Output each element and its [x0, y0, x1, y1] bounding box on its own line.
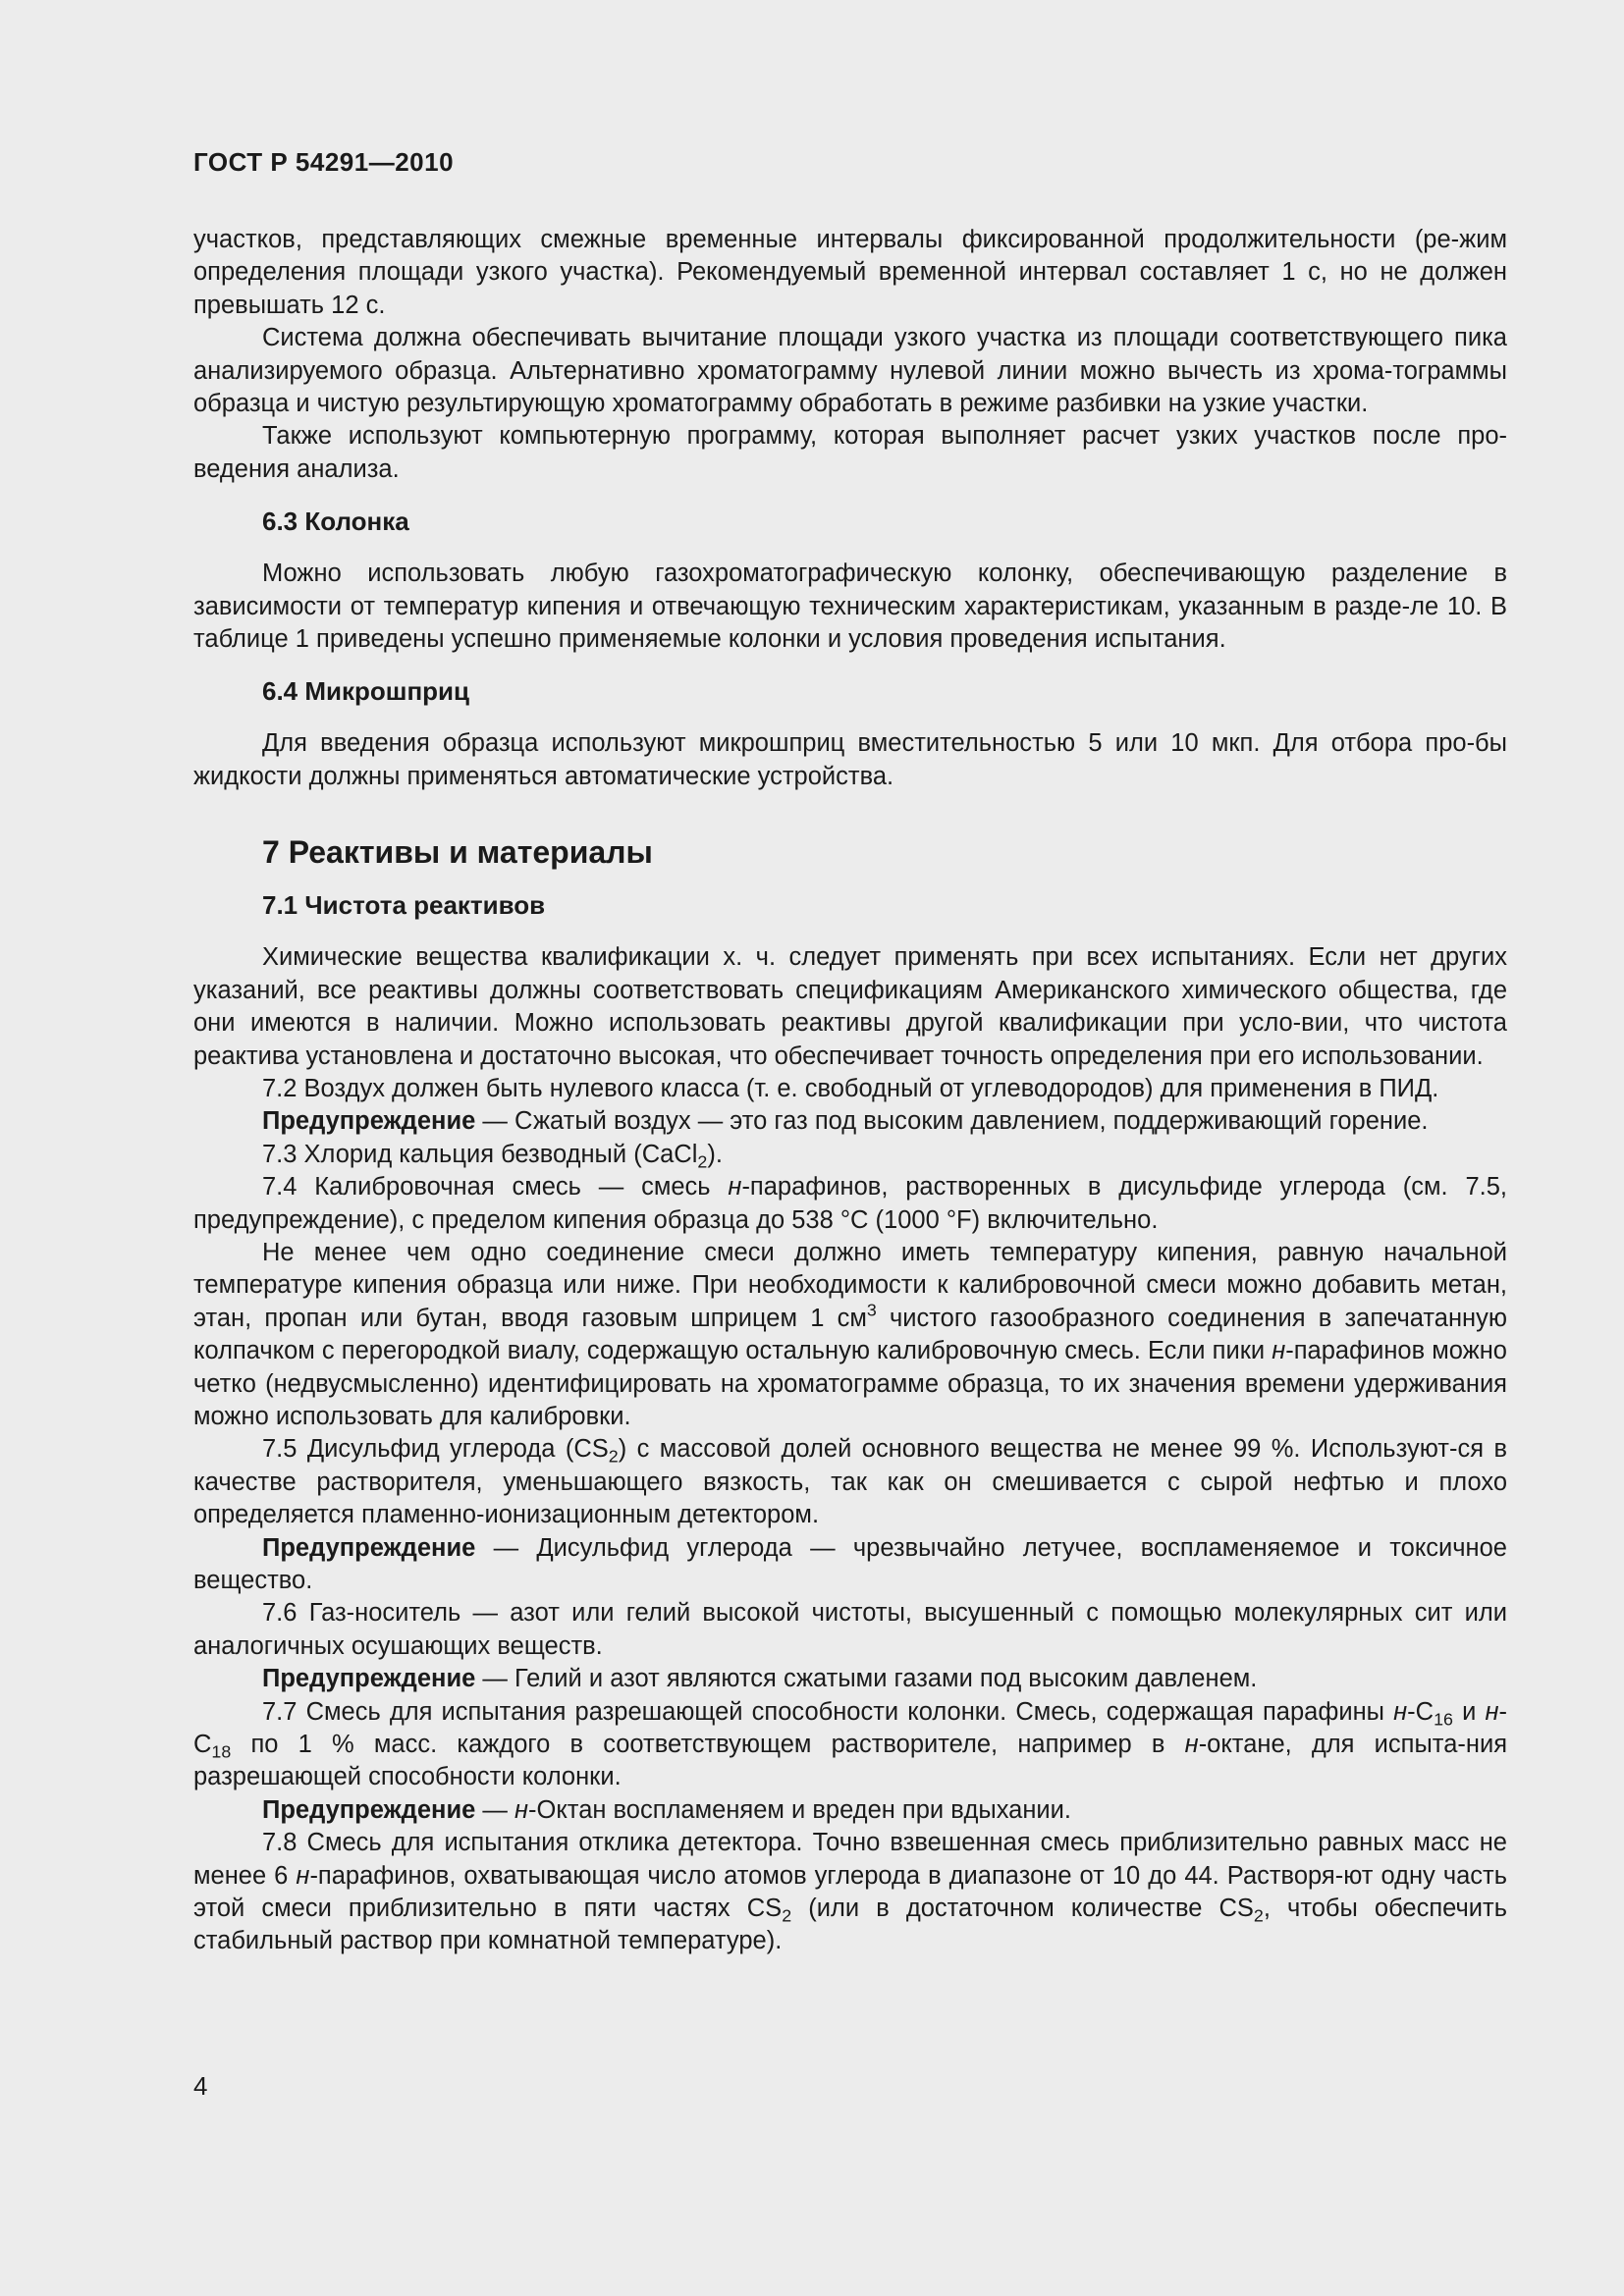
section-heading-6-4: 6.4 Микрошприц — [262, 676, 470, 707]
paragraph-7-5: 7.5 Дисульфид углерода $(CS_2)$ с массовой долей основного вещества не менее 99 %. Используют-ся в качестве растворителя, уменьшающего вязкость, так как он смешивается с сырой нефтью и плохо определяется пламенно-ионизационным детектором. — [193, 1435, 1507, 1529]
warning-7-2: Предупреждение — Сжатый воздух — это газ под высоким давлением, поддерживающий горение. — [262, 1107, 1429, 1136]
warning-7-6: Предупреждение — Гелий и азот являются сжатыми газами под высоким давленем. — [262, 1665, 1258, 1693]
paragraph-7-2: 7.2 Воздух должен быть нулевого класса (т. е. свободный от углеводородов) для применения в ПИД. — [262, 1074, 1439, 1102]
warning-7-5: Предупреждение — Дисульфид углерода — чрезвычайно летучее, воспламеняемое и токсичное вещество. — [193, 1533, 1507, 1594]
paragraph-7-3: 7.3 Хлорид кальция безводный (CaCl$_2$). — [262, 1140, 723, 1172]
warning-label: Предупреждение — [262, 1795, 476, 1824]
paragraph: Можно использовать любую газохроматографическую колонку, обеспечивающую разделение в зависимости от температур кипения и отвечающую техническим характеристикам, указанным в разде-ле 10. В таблице 1 приведены успешно применяемые колонки и условия проведения испытания. — [193, 560, 1507, 654]
document-header: ГОСТ Р 54291—2010 — [193, 147, 455, 177]
paragraph: Химические вещества квалификации х. ч. следует применять при всех испытаниях. Если нет других указаний, все реактивы должны соответствовать спецификациям Американского химического общества, где они имеются в наличии. Можно использовать реактивы другой квалификации при усло-вии, что чистота реактива установлена и достаточно высокая, что обеспечивает точность определения при его использовании. — [193, 943, 1507, 1070]
paragraph-7-4: 7.4 Калибровочная смесь — смесь н-парафинов, растворенных в дисульфиде углерода (см. 7.5, предупреждение), с пределом кипения образца до 538 °C (1000 °F) включительно. — [193, 1173, 1507, 1234]
section-heading-6-3: 6.3 Колонка — [262, 507, 409, 537]
warning-label: Предупреждение — [262, 1533, 476, 1562]
paragraph-7-7: 7.7 Смесь для испытания разрешающей способности колонки. Смесь, содержащая парафины $н-C_{16}$ и $н-C_{18}$ по 1 % масс. каждого в соответствующем растворителе, например в н-октане, для испыта-ния разрешающей способности колонки. — [193, 1697, 1507, 1791]
section-heading-7-1: 7.1 Чистота реактивов — [262, 890, 546, 921]
paragraph: Для введения образца используют микрошприц вместительностью 5 или 10 мкп. Для отбора про-бы жидкости должны применяться автоматические устройства. — [193, 729, 1507, 790]
paragraph: Также используют компьютерную программу, которая выполняет расчет узких участков после про-ведения анализа. — [193, 422, 1507, 483]
paragraph: участков, представляющих смежные временные интервалы фиксированной продолжительности (ре-жим определения площади узкого участка). Рекомендуемый временной интервал составляет 1 с, но не должен превышать 12 с. — [193, 226, 1507, 319]
warning-7-7: Предупреждение — н-Октан воспламеняем и вреден при вдыхании. — [262, 1795, 1072, 1824]
paragraph-7-4-cont: Не менее чем одно соединение смеси должно иметь температуру кипения, равную начальной температуре кипения образца или ниже. При необходимости к калибровочной смеси можно добавить метан, этан, пропан или бутан, вводя газовым шприцем 1 $см^3$ чистого газообразного соединения в запечатанную колпачком с перегородкой виалу, содержащую остальную калибровочную смесь. Если пики н-парафинов можно четко (недвусмысленно) идентифицировать на хроматограмме образца, то их значения времени удерживания можно использовать для калибровки. — [193, 1238, 1507, 1430]
paragraph: Система должна обеспечивать вычитание площади узкого участка из площади соответствующего пика анализируемого образца. Альтернативно хроматограмму нулевой линии можно вычесть из хрома-тограммы образца и чистую результирующую хроматограмму обработать в режиме разбивки на узкие участки. — [193, 324, 1507, 418]
page-number: 4 — [193, 2071, 208, 2101]
document-body — [193, 224, 1507, 1958]
section-heading-7: 7 Реактивы и материалы — [262, 834, 653, 871]
warning-label: Предупреждение — [262, 1107, 476, 1136]
warning-label: Предупреждение — [262, 1665, 476, 1693]
paragraph-7-8: 7.8 Смесь для испытания отклика детектора. Точно взвешенная смесь приблизительно равных масс не менее 6 н-парафинов, охватывающая число атомов углерода в диапазоне от 10 до 44. Растворя-ют одну часть этой смеси приблизительно в пяти частях $CS_2$ (или в достаточном количестве $CS_2$, чтобы обеспечить стабильный раствор при комнатной температуре). — [193, 1829, 1508, 1955]
paragraph-7-6: 7.6 Газ-носитель — азот или гелий высокой чистоты, высушенный с помощью молекулярных сит или аналогичных осушающих веществ. — [193, 1599, 1507, 1660]
